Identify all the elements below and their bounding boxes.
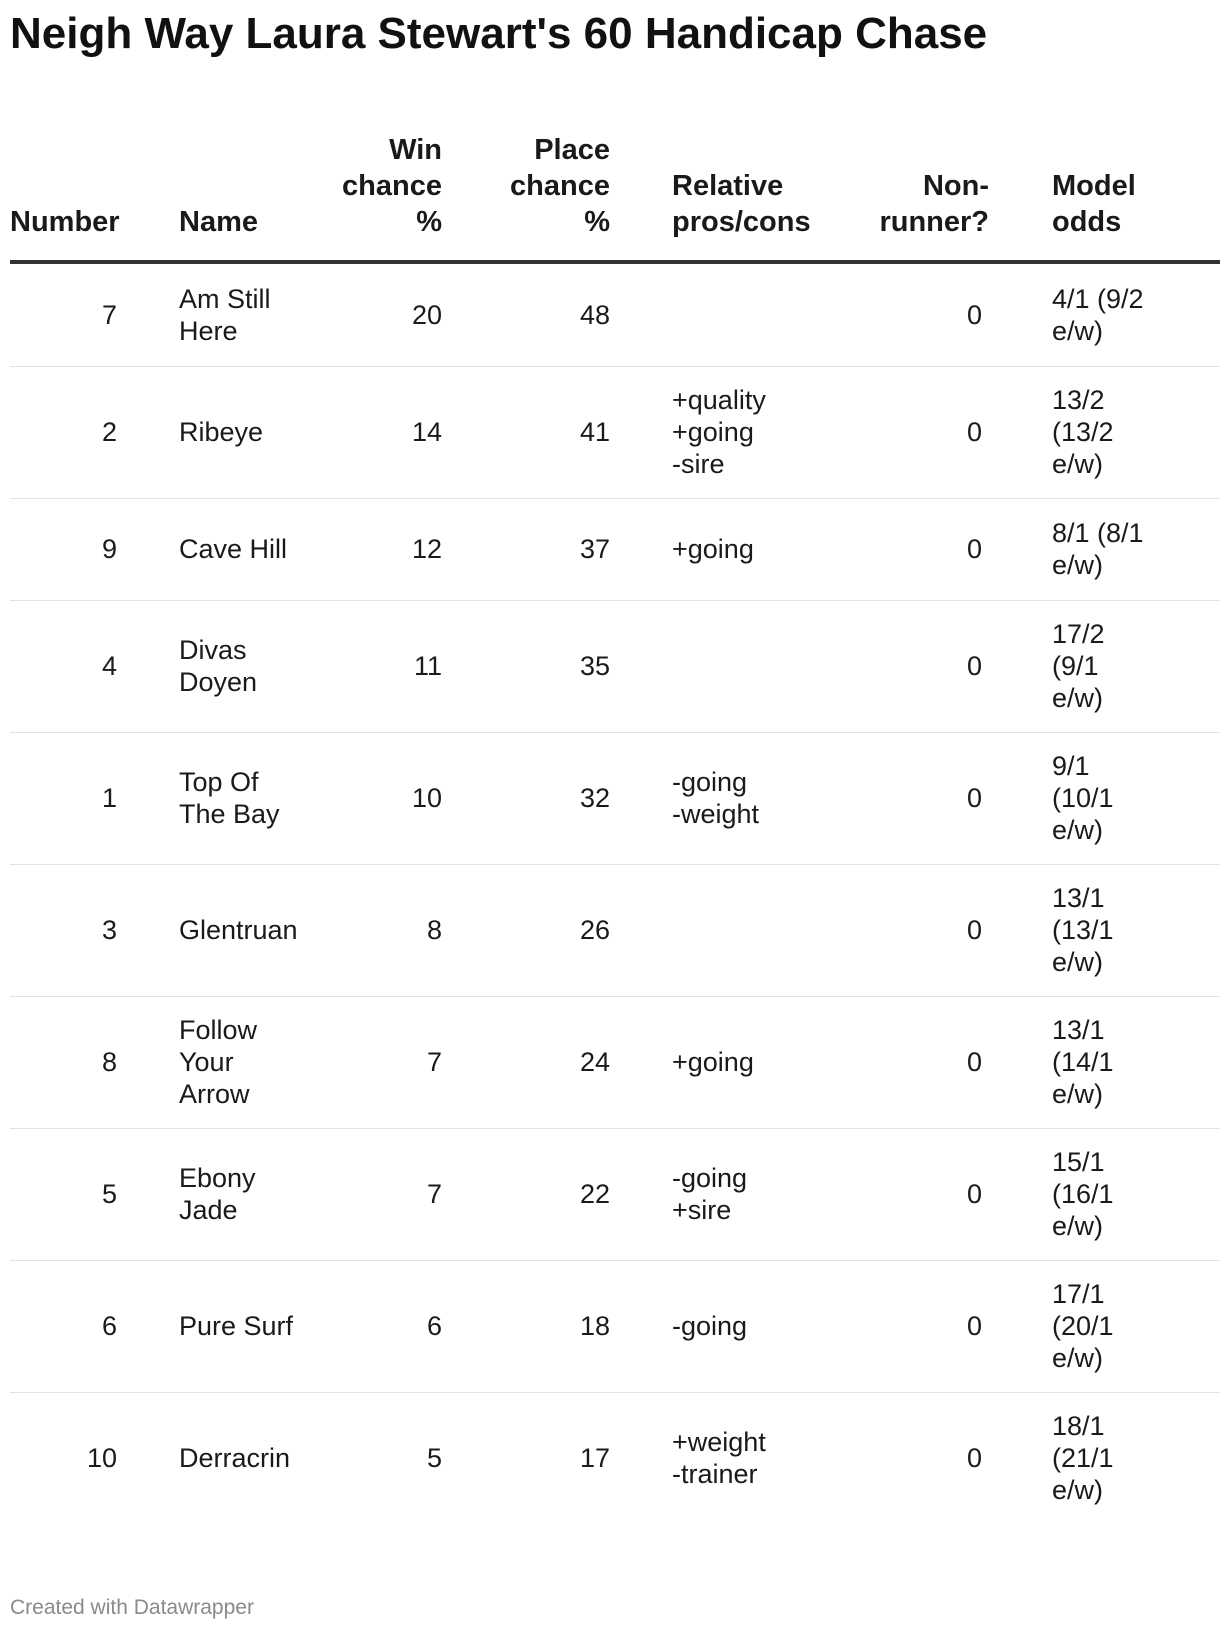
text-line: -trainer [672,1459,758,1490]
cell-number: 6 [10,1260,135,1392]
cell-place-chance: 26 [485,864,660,996]
cell-name [135,1392,310,1524]
text-line: 8/1 (8/1 [1052,518,1144,548]
cell-non-runner: 0 [875,262,1010,366]
cell-win-chance: 12 [310,498,485,600]
cell-place-chance: 48 [485,262,660,366]
text-line: % [584,206,610,238]
cell-name [135,262,310,366]
text-line: (14/1 [1052,1047,1114,1077]
text-line: Model [1052,170,1136,202]
text-line: +sire [672,1195,732,1225]
text-line: Doyen [179,667,258,697]
table-row [10,1128,1220,1260]
cell-name [135,600,310,732]
text-line: odds [1052,206,1122,238]
text-line: Ebony [179,1163,256,1193]
cell-non-runner: 0 [875,996,1010,1128]
cell-name [135,996,310,1128]
text-line: e/w) [1052,1079,1104,1109]
table-header-row [10,110,1220,262]
text-line: Jade [179,1195,238,1225]
text-line: (20/1 [1052,1311,1114,1341]
text-line: pros/cons [672,206,811,238]
text-line: e/w) [1052,947,1104,977]
cell-model-odds [1010,366,1220,498]
table-row [10,366,1220,498]
header-model-odds[interactable] [1010,110,1220,262]
cell-win-chance: 7 [310,996,485,1128]
text-line: e/w) [1052,815,1104,845]
cell-model-odds [1010,1260,1220,1392]
cell-model-odds [1010,864,1220,996]
cell-place-chance: 35 [485,600,660,732]
table-row [10,600,1220,732]
text-line: Name [179,206,258,238]
table-row [10,1260,1220,1392]
text-line: 17/2 [1052,619,1105,649]
text-line: 15/1 [1052,1147,1105,1177]
text-line: e/w) [1052,1211,1104,1241]
cell-place-chance: 24 [485,996,660,1128]
footer-credit: Created with Datawrapper [10,1596,254,1619]
text-line: 18/1 [1052,1411,1105,1442]
cell-place-chance: 17 [579,1443,610,1474]
header-relative-pros-cons[interactable] [660,110,875,262]
text-line: Ribeye [179,417,264,447]
text-line: Pure Surf [179,1311,294,1341]
cell-relative-pros-cons [660,1128,875,1260]
text-line: Cave Hill [179,534,288,564]
cell-relative-pros-cons [660,996,875,1128]
cell-non-runner: 0 [875,366,1010,498]
text-line: -going [672,1163,748,1193]
text-line: +going [672,1047,754,1077]
text-line: -going [672,1311,748,1341]
cell-model-odds [1010,600,1220,732]
cell-model-odds [1010,996,1220,1128]
cell-win-chance: 8 [310,864,485,996]
cell-place-chance: 22 [485,1128,660,1260]
cell-win-chance: 11 [310,600,485,732]
text-line: Follow [179,1015,258,1045]
header-place-chance[interactable] [485,110,660,262]
text-line: Non- [922,170,989,202]
header-win-chance[interactable] [310,110,485,262]
cell-win-chance: 5 [426,1443,442,1474]
cell-name [135,1128,310,1260]
text-line: 13/1 [1052,883,1105,913]
text-line: Relative [672,170,784,202]
cell-model-odds [1010,262,1220,366]
table-row [10,498,1220,600]
cell-relative-pros-cons [660,366,875,498]
cell-name [135,732,310,864]
text-line: Glentruan [179,915,298,945]
header-name[interactable] [135,110,310,262]
table-row [10,732,1220,864]
text-line: 13/2 [1052,385,1105,415]
text-line: The Bay [179,799,280,829]
data-table [10,110,1220,1524]
cell-number: 4 [10,600,135,732]
text-line: Your [179,1047,234,1077]
cell-name [135,498,310,600]
cell-number: 5 [10,1128,135,1260]
cell-relative-pros-cons [660,1260,875,1392]
table-row [10,996,1220,1128]
cell-non-runner: 0 [875,600,1010,732]
text-line: chance [510,170,610,202]
text-line: (13/2 [1052,417,1114,447]
text-line: -sire [672,449,725,479]
cell-non-runner: 0 [875,1128,1010,1260]
text-line: +weight [672,1427,766,1458]
cell-non-runner: 0 [875,864,1010,996]
cell-place-chance: 18 [485,1260,660,1392]
text-line: Divas [179,635,247,665]
cell-relative-pros-cons [660,498,875,600]
cell-name [135,1260,310,1392]
cell-number: 9 [10,498,135,600]
header-non-runner[interactable] [875,110,1010,262]
text-line: -going [672,767,748,797]
text-line: e/w) [1052,550,1104,580]
text-line: Arrow [179,1079,250,1109]
cell-relative-pros-cons [660,1392,875,1524]
cell-place-chance: 37 [485,498,660,600]
text-line: e/w) [1052,683,1104,713]
cell-relative-pros-cons [660,600,875,732]
text-line: (21/1 [1052,1443,1114,1474]
text-line: Top Of [179,767,259,797]
cell-model-odds [1010,732,1220,864]
text-line: runner? [879,206,989,238]
cell-relative-pros-cons [660,732,875,864]
text-line: Win [389,134,442,166]
text-line: (9/1 [1052,651,1099,681]
cell-model-odds [1010,1128,1220,1260]
text-line: +going [672,417,754,447]
text-line: 13/1 [1052,1015,1105,1045]
cell-number: 2 [10,366,135,498]
cell-number: 1 [10,732,135,864]
cell-non-runner: 0 [875,732,1010,864]
table-row [10,864,1220,996]
cell-win-chance: 6 [310,1260,485,1392]
cell-non-runner: 0 [875,1260,1010,1392]
cell-win-chance: 7 [310,1128,485,1260]
table-row [10,262,1220,366]
cell-number: 3 [10,864,135,996]
text-line: +quality [672,385,766,415]
table-body [10,262,1220,1524]
cell-name [135,366,310,498]
text-line: (10/1 [1052,783,1114,813]
cell-relative-pros-cons [660,864,875,996]
cell-place-chance: 32 [485,732,660,864]
cell-number: 8 [10,996,135,1128]
text-line: 9/1 [1052,751,1090,781]
text-line: 17/1 [1052,1279,1105,1309]
cell-place-chance: 41 [485,366,660,498]
cell-model-odds [1010,1392,1220,1524]
cell-win-chance: 14 [310,366,485,498]
cell-non-runner: 0 [966,1443,982,1474]
text-line: Number [10,206,120,238]
text-line: % [416,206,442,238]
chart-title: Neigh Way Laura Stewart's 60 Handicap Chase [10,9,988,58]
text-line: -weight [672,799,760,829]
cell-number: 7 [10,262,135,366]
text-line: 4/1 (9/2 [1052,283,1144,314]
cell-non-runner: 0 [875,498,1010,600]
text-line: (13/1 [1052,915,1114,945]
cell-relative-pros-cons [660,262,875,366]
text-line: e/w) [1052,449,1104,479]
text-line: chance [342,170,442,202]
text-line: Here [179,315,238,346]
text-line: e/w) [1052,1475,1104,1506]
text-line: +going [672,534,754,564]
text-line: Am Still [179,283,271,314]
text-line: (16/1 [1052,1179,1114,1209]
cell-win-chance: 20 [310,262,485,366]
text-line: e/w) [1052,1343,1104,1373]
text-line: e/w) [1052,315,1104,346]
table-row [10,1392,1220,1524]
text-line: Derracrin [179,1443,291,1474]
cell-number: 10 [86,1443,117,1474]
header-number[interactable] [10,110,135,262]
text-line: Place [534,134,610,166]
cell-name [135,864,310,996]
cell-model-odds [1010,498,1220,600]
cell-win-chance: 10 [310,732,485,864]
